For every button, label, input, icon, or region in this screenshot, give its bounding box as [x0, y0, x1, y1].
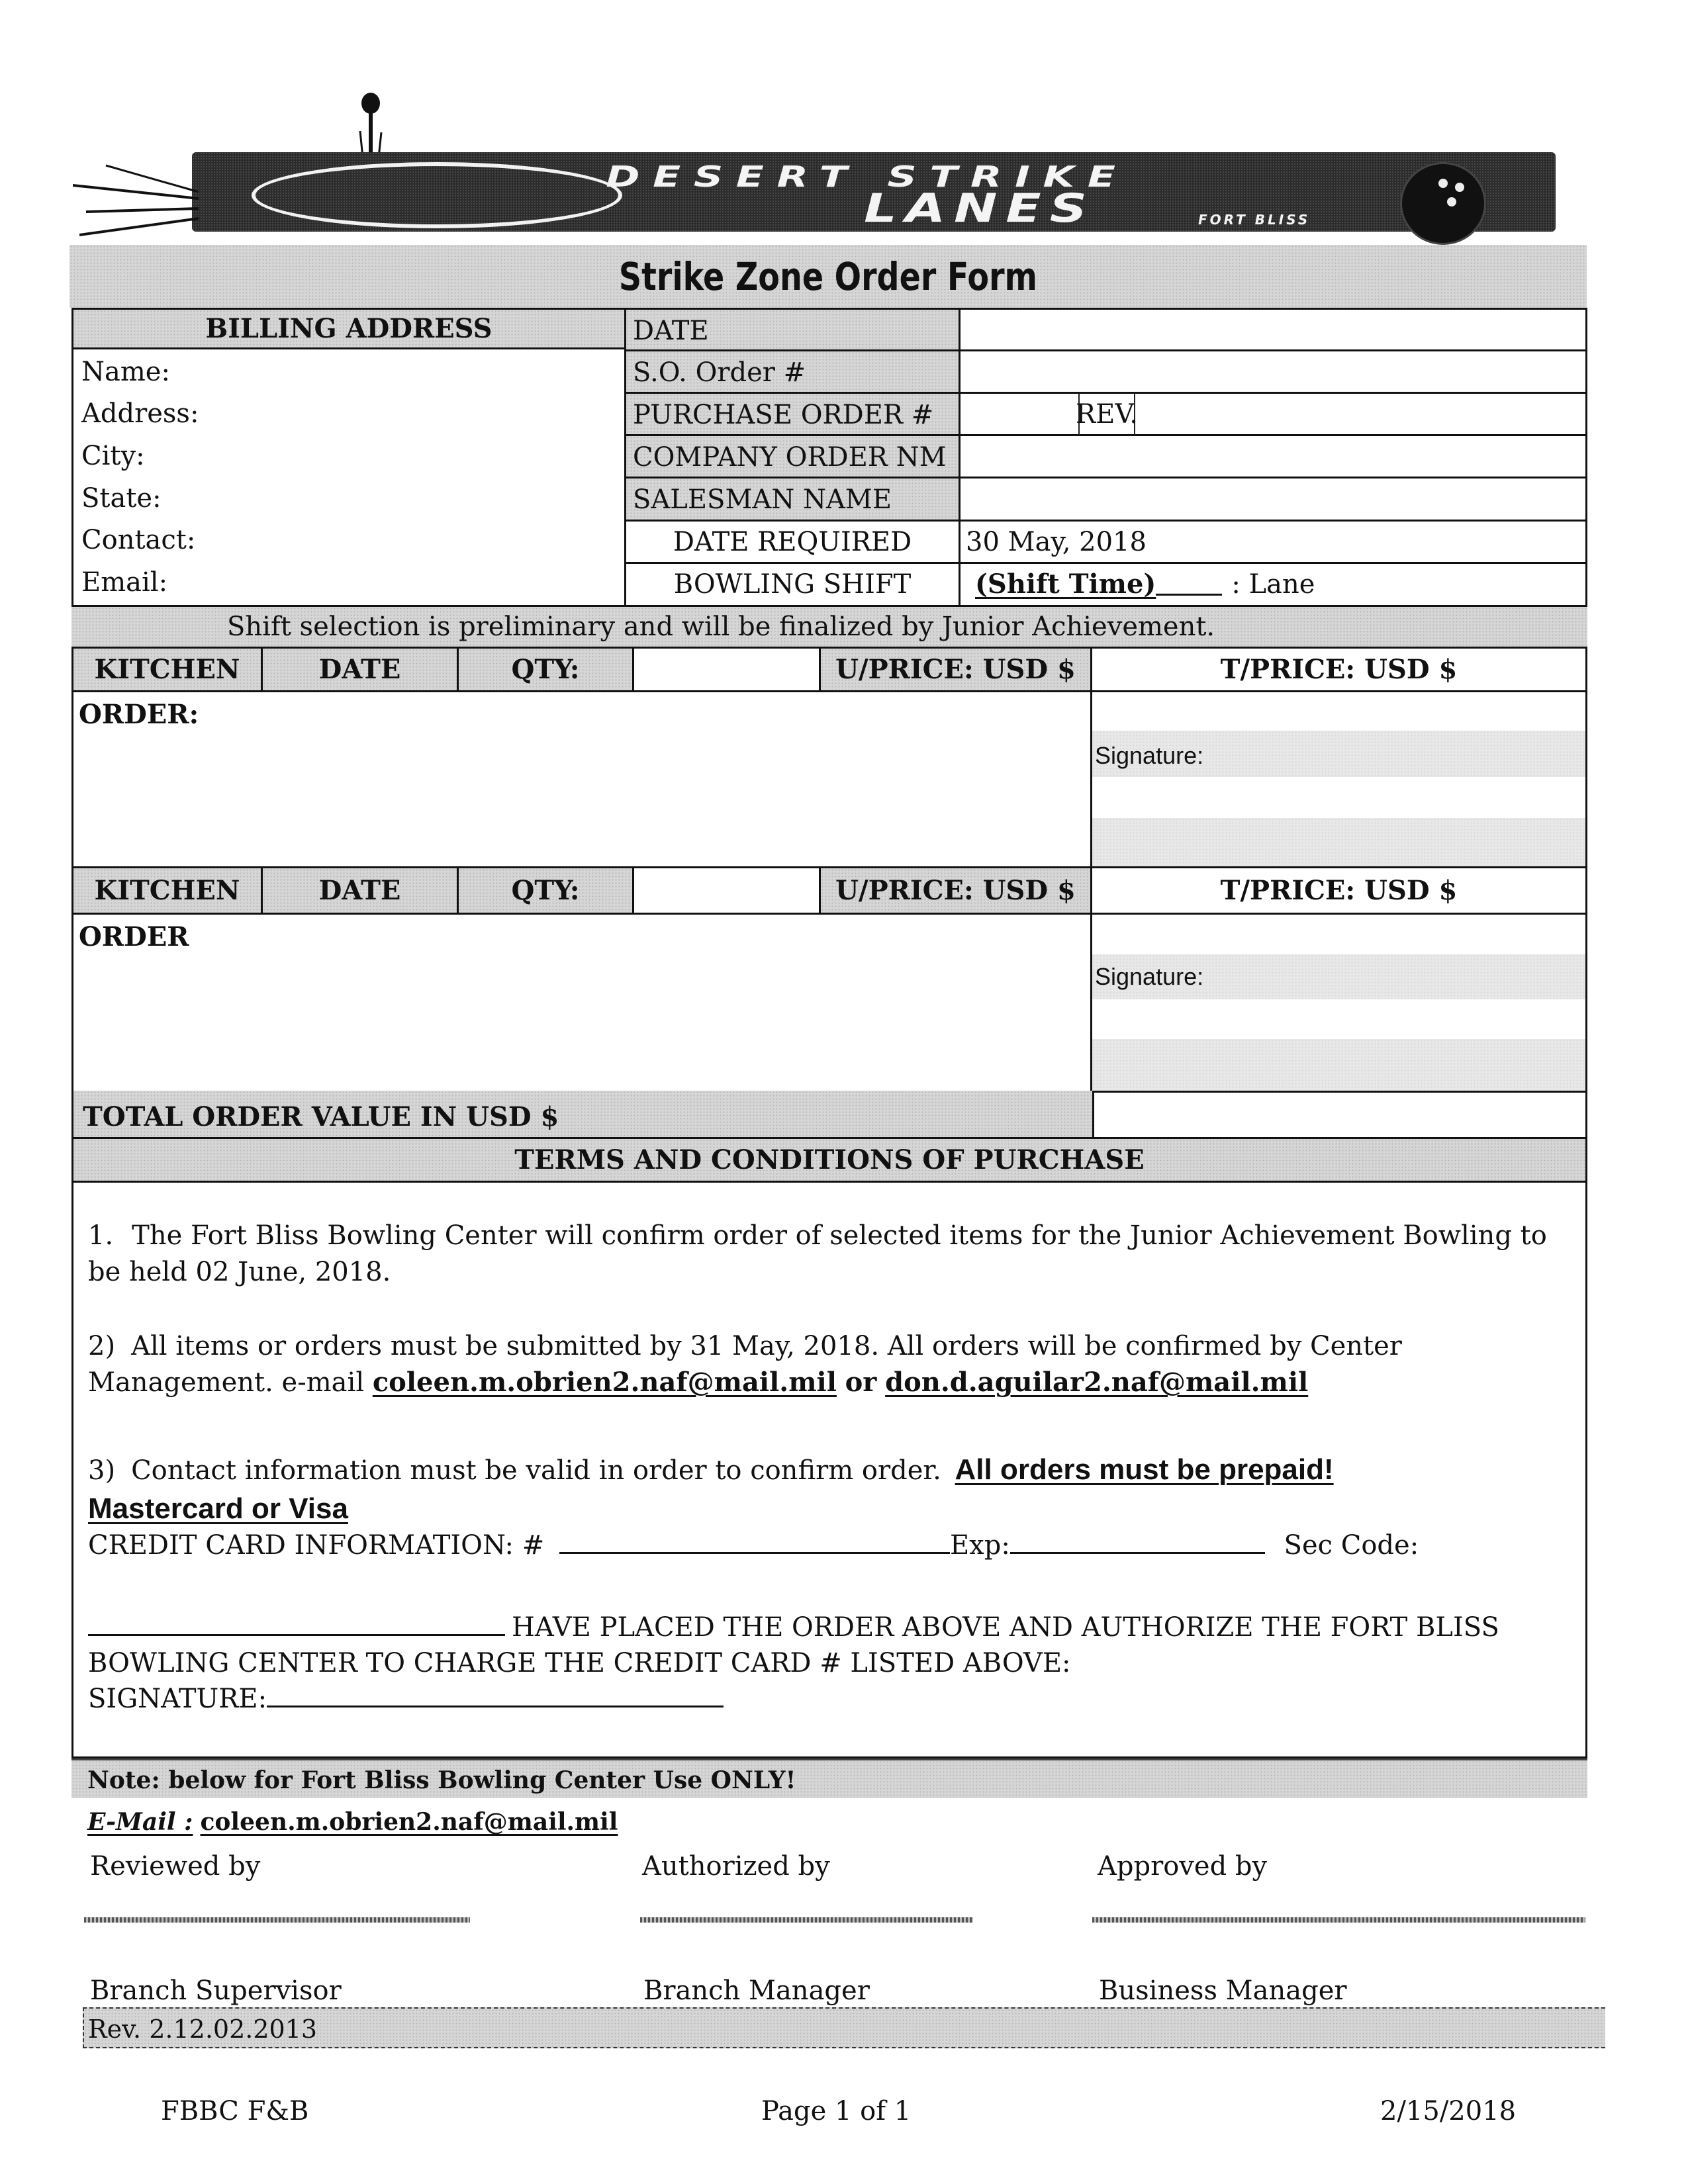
- bowling-shift-label-cell: [626, 564, 961, 605]
- signature-shade-bottom-2: [1092, 1039, 1585, 1091]
- term-1-number: 1.: [88, 1220, 114, 1251]
- order-details-2[interactable]: [73, 915, 1092, 1091]
- billing-contact-label: Contact:: [81, 525, 196, 555]
- signature-label-1: Signature:: [1095, 742, 1204, 769]
- qty-label-1: QTY:: [511, 653, 580, 685]
- term-3-text: Contact information must be valid in order to confirm order.: [131, 1455, 941, 1486]
- credit-card-label: CREDIT CARD INFORMATION: #: [88, 1530, 545, 1561]
- footer-left: FBBC F&B: [161, 2096, 309, 2126]
- credit-card-number-input[interactable]: [559, 1532, 950, 1554]
- office-use-note: Note: below for Fort Bliss Bowling Center Use ONLY!: [87, 1766, 796, 1794]
- qty-header-cell-1: [459, 649, 634, 692]
- email-link-coleen[interactable]: coleen.m.obrien2.naf@mail.mil: [372, 1367, 837, 1398]
- date-header-cell-2: [263, 868, 459, 915]
- purchase-order-input[interactable]: [961, 394, 1080, 436]
- logo: [73, 86, 1569, 245]
- shift-time-label: (Shift Time): [975, 569, 1156, 600]
- qty-input-1[interactable]: [634, 649, 821, 692]
- qty-input-2[interactable]: [634, 868, 821, 915]
- bowling-ball-icon: [1400, 162, 1486, 245]
- so-order-label-cell: [626, 351, 961, 394]
- billing-address-input[interactable]: [219, 395, 616, 430]
- approved-by-label: Approved by: [1098, 1851, 1268, 1882]
- unit-price-header-cell-1: [821, 649, 1092, 692]
- term-2-or: or: [845, 1367, 877, 1398]
- bowling-shift-input[interactable]: [961, 564, 1585, 605]
- so-order-label: S.O. Order #: [633, 357, 806, 388]
- reviewed-by-signature-line[interactable]: [84, 1917, 470, 1923]
- signature-label-2: Signature:: [1095, 963, 1204, 990]
- email-link-don[interactable]: don.d.aguilar2.naf@mail.mil: [885, 1367, 1309, 1398]
- shift-note: Shift selection is preliminary and will be finalized by Junior Achievement.: [227, 612, 1215, 642]
- so-order-input[interactable]: [961, 351, 1585, 394]
- order-label-2: ORDER: [79, 921, 189, 952]
- footer-date: 2/15/2018: [1380, 2096, 1517, 2126]
- signature-area-2[interactable]: [1092, 915, 1585, 1091]
- date-required-input[interactable]: [961, 522, 1585, 564]
- billing-address-label: Address:: [81, 398, 199, 429]
- term-1-line1: The Fort Bliss Bowling Center will confirm order of selected items for the Junior Achievement Bowling to: [132, 1220, 1547, 1251]
- date-required-value: 30 May, 2018: [966, 526, 1147, 557]
- order-label-1: ORDER:: [79, 699, 199, 730]
- office-email-row: [87, 1810, 618, 1834]
- rev-label-cell: [1076, 394, 1138, 436]
- credit-card-row: [88, 1532, 1419, 1559]
- signature-row: [88, 1686, 724, 1712]
- date-required-label-cell: [626, 522, 961, 564]
- salesman-input[interactable]: [961, 478, 1585, 522]
- exp-input[interactable]: [1010, 1532, 1265, 1554]
- prepaid-notice: All orders must be prepaid!: [955, 1453, 1334, 1486]
- business-manager-label: Business Manager: [1099, 1976, 1347, 2006]
- unit-price-label-2: U/PRICE: USD $: [835, 874, 1076, 906]
- date-header-cell-1: [263, 649, 459, 692]
- term-1-line2: be held 02 June, 2018.: [88, 1257, 391, 1287]
- branch-supervisor-label: Branch Supervisor: [90, 1976, 342, 2006]
- revision-number: Rev. 2.12.02.2013: [88, 2015, 318, 2044]
- exp-label: Exp:: [949, 1530, 1010, 1561]
- authorizer-name-input[interactable]: [88, 1614, 505, 1636]
- billing-email-input[interactable]: [219, 564, 616, 598]
- signature-area-1[interactable]: [1092, 692, 1585, 866]
- terms-header: TERMS AND CONDITIONS OF PURCHASE: [514, 1144, 1145, 1175]
- form-title: Strike Zone Order Form: [618, 253, 1038, 299]
- billing-state-label: State:: [81, 483, 162, 514]
- salesman-label-cell: [626, 478, 961, 522]
- date-input[interactable]: [961, 310, 1585, 351]
- signature-label: SIGNATURE:: [88, 1684, 267, 1714]
- total-price-header-cell-1: [1092, 649, 1585, 692]
- authorize-row: [88, 1614, 1499, 1641]
- billing-email-label: Email:: [81, 567, 168, 598]
- company-order-label: COMPANY ORDER NM: [633, 442, 947, 473]
- footer-page-number: Page 1 of 1: [761, 2096, 912, 2126]
- logo-title-line2: LANES: [864, 185, 1096, 232]
- reviewed-by-label: Reviewed by: [90, 1851, 261, 1882]
- billing-contact-input[interactable]: [219, 522, 616, 556]
- rev-input[interactable]: [1135, 394, 1585, 436]
- term-3: [88, 1455, 1334, 1484]
- rev-label: REV.: [1076, 398, 1138, 430]
- date-required-label: DATE REQUIRED: [673, 526, 912, 557]
- total-price-header-cell-2: [1092, 868, 1585, 915]
- logo-subtitle: FORT BLISS: [1198, 212, 1311, 228]
- billing-name-input[interactable]: [219, 353, 616, 388]
- bowling-shift-label: BOWLING SHIFT: [673, 569, 912, 600]
- total-price-label-1: T/PRICE: USD $: [1220, 653, 1458, 685]
- billing-name-label: Name:: [81, 357, 170, 387]
- approved-by-signature-line[interactable]: [1092, 1917, 1585, 1923]
- term-2-number: 2): [88, 1331, 116, 1361]
- order-details-1[interactable]: [73, 692, 1092, 866]
- date-label-cell: [626, 310, 961, 351]
- billing-city-label: City:: [81, 441, 145, 471]
- authorized-by-signature-line[interactable]: [640, 1917, 973, 1923]
- purchase-order-label: PURCHASE ORDER #: [633, 400, 934, 430]
- authorized-by-label: Authorized by: [642, 1851, 830, 1882]
- shift-note-bar: [71, 607, 1587, 647]
- kitchen-label-2: KITCHEN: [94, 874, 240, 906]
- authorize-line2: BOWLING CENTER TO CHARGE THE CREDIT CARD # LISTED ABOVE:: [88, 1648, 1071, 1678]
- term-2: [88, 1333, 1402, 1359]
- kitchen-header-cell-1: [73, 649, 263, 692]
- billing-state-input[interactable]: [219, 480, 616, 514]
- term-2-email-prefix: Management. e-mail: [88, 1367, 365, 1398]
- term-3-number: 3): [88, 1455, 116, 1486]
- billing-address-header: BILLING ADDRESS: [205, 312, 492, 344]
- term-2-line1: All items or orders must be submitted by 31 May, 2018. All orders will be confirmed by Center: [131, 1331, 1402, 1361]
- accepted-cards: Mastercard or Visa: [88, 1492, 348, 1525]
- terms-body: [71, 1183, 1587, 1758]
- kitchen-label-1: KITCHEN: [94, 653, 240, 685]
- signature-shade-bottom-1: [1092, 818, 1585, 866]
- terms-header-bar: [71, 1139, 1587, 1183]
- purchase-order-label-cell: [626, 394, 961, 436]
- signature-input[interactable]: [267, 1686, 724, 1707]
- total-price-label-2: T/PRICE: USD $: [1220, 874, 1458, 906]
- company-order-input[interactable]: [961, 436, 1585, 478]
- billing-address-header-cell: [73, 310, 626, 349]
- billing-address-fields: [73, 349, 626, 605]
- shift-time-blank[interactable]: [1156, 574, 1222, 596]
- branch-manager-label: Branch Manager: [643, 1976, 870, 2006]
- salesman-label: SALESMAN NAME: [633, 484, 892, 515]
- yucca-plant-icon: [351, 91, 391, 158]
- qty-header-cell-2: [459, 868, 634, 915]
- logo-title-line1: DESERT STRIKE: [606, 160, 1129, 194]
- unit-price-label-1: U/PRICE: USD $: [835, 653, 1076, 685]
- term-2-line2: [88, 1369, 1308, 1396]
- date-label: DATE: [633, 316, 709, 346]
- revision-bar: [83, 2007, 1605, 2048]
- sec-code-label: Sec Code:: [1284, 1530, 1419, 1561]
- office-email-link[interactable]: coleen.m.obrien2.naf@mail.mil: [200, 1808, 618, 1836]
- billing-city-input[interactable]: [219, 437, 616, 472]
- office-use-note-bar: [71, 1758, 1587, 1798]
- total-order-label: TOTAL ORDER VALUE IN USD $: [83, 1101, 559, 1132]
- lane-label: : Lane: [1231, 569, 1315, 600]
- office-email-label: E-Mail :: [87, 1808, 193, 1836]
- qty-label-2: QTY:: [511, 874, 580, 906]
- total-order-value[interactable]: [1094, 1091, 1587, 1139]
- unit-price-header-cell-2: [821, 868, 1092, 915]
- authorize-line1: HAVE PLACED THE ORDER ABOVE AND AUTHORIZE THE FORT BLISS: [512, 1612, 1499, 1643]
- form-title-bar: [70, 245, 1587, 308]
- total-order-label-cell: [71, 1091, 1094, 1139]
- term-1: [88, 1222, 1547, 1249]
- kitchen-date-label-2: DATE: [318, 874, 401, 906]
- company-order-label-cell: [626, 436, 961, 478]
- kitchen-header-cell-2: [73, 868, 263, 915]
- kitchen-date-label-1: DATE: [318, 653, 401, 685]
